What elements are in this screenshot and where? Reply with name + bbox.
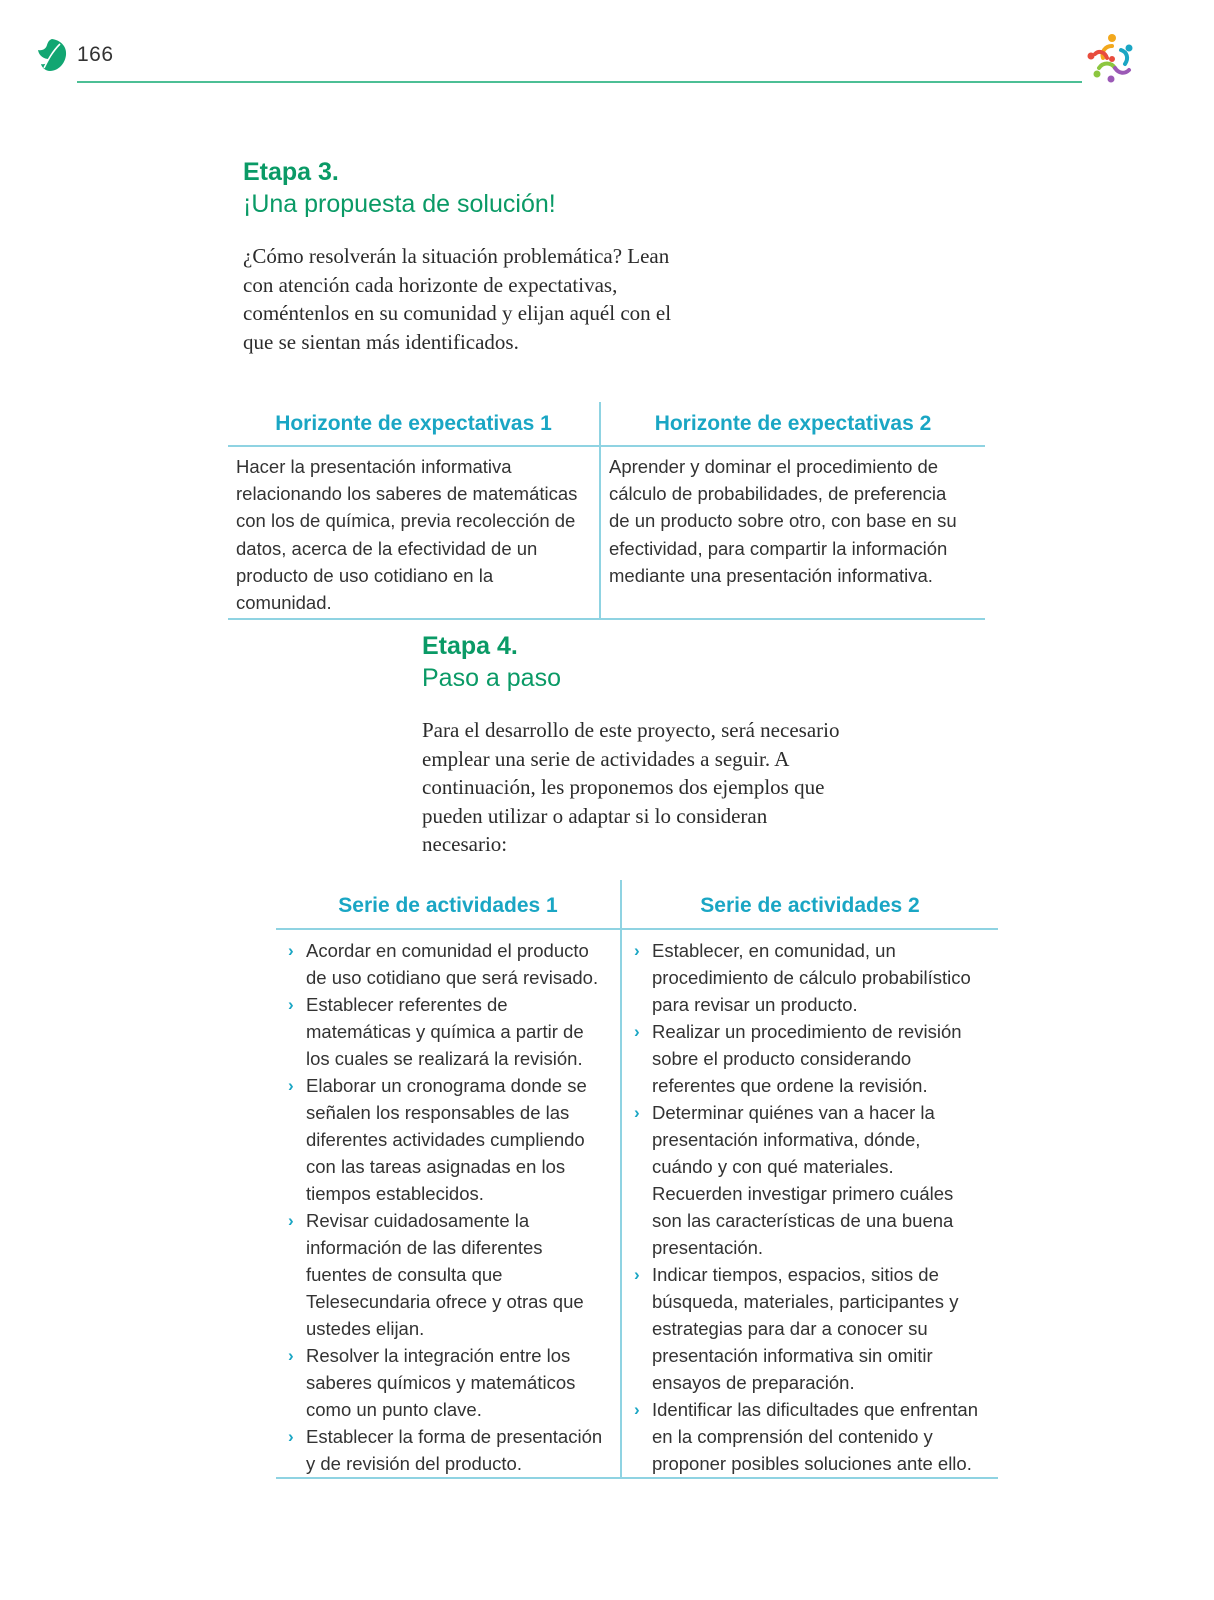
bullet-icon: › bbox=[288, 941, 294, 960]
serie-1-item bbox=[285, 991, 605, 1072]
serie-2-item bbox=[631, 937, 986, 1018]
table-divider bbox=[620, 880, 622, 1478]
serie-1-item bbox=[285, 1072, 605, 1207]
bottom-rule bbox=[276, 1477, 998, 1479]
serie-2-item-text: Indicar tiempos, espacios, sitios de búsqueda, materiales, participantes y estrategias para dar a conocer su presentación informativa sin omitir ensayos de preparación. bbox=[652, 1264, 959, 1393]
bottom-rule bbox=[228, 618, 985, 620]
serie-1-header: Serie de actividades 1 bbox=[338, 894, 558, 917]
etapa3-subtitle: ¡Una propuesta de solución! bbox=[243, 190, 556, 218]
serie-2-item bbox=[631, 1261, 986, 1396]
etapa3-body: ¿Cómo resolverán la situación problemática? Lean con atención cada horizonte de expectativas, coméntenlos en su comunidad y elijan aquél con el que se sientan más identificados. bbox=[243, 244, 672, 354]
horizonte-2-header: Horizonte de expectativas 2 bbox=[654, 412, 932, 435]
bullet-icon: › bbox=[288, 1427, 294, 1446]
serie-1-item bbox=[285, 1342, 605, 1423]
serie-1-item-text: Elaborar un cronograma donde se señalen los responsables de las diferentes actividades cumpliendo con las tareas asignadas en los tiempos establecidos. bbox=[306, 1075, 587, 1204]
serie-2-item bbox=[631, 1018, 986, 1099]
serie-2-item-text: Determinar quiénes van a hacer la presentación informativa, dónde, cuándo y con qué materiales. Recuerden investigar primero cuáles son las características de una buena presentación. bbox=[652, 1102, 954, 1258]
bullet-icon: › bbox=[634, 1265, 640, 1284]
serie-2-item-text: Identificar las dificultades que enfrentan en la comprensión del contenido y proponer posibles soluciones ante ello. bbox=[652, 1399, 979, 1474]
serie-1-item-text: Acordar en comunidad el producto de uso cotidiano que será revisado. bbox=[306, 940, 599, 988]
bullet-icon: › bbox=[288, 1076, 294, 1095]
horizonte-1-text: Hacer la presentación informativa relacionando los saberes de matemáticas con los de química, previa recolección de datos, acerca de la efectividad de un producto de uso cotidiano en la comunidad. bbox=[236, 456, 578, 614]
bullet-icon: › bbox=[288, 995, 294, 1014]
page-header bbox=[0, 0, 1214, 90]
header-rule bbox=[77, 81, 1082, 83]
horizonte-1-header: Horizonte de expectativas 1 bbox=[275, 412, 552, 435]
serie-2-item bbox=[631, 1099, 986, 1261]
horizontes-table bbox=[228, 402, 985, 624]
etapa4-body: Para el desarrollo de este proyecto, será necesario emplear una serie de actividades a seguir. A continuación, les proponemos dos ejemplos que pueden utilizar o adaptar si lo consideran necesario: bbox=[422, 718, 840, 856]
serie-2-item bbox=[631, 1396, 986, 1477]
bullet-icon: › bbox=[288, 1346, 294, 1365]
serie-1-item-text: Establecer la forma de presentación y de revisión del producto. bbox=[306, 1426, 603, 1474]
bullet-icon: › bbox=[288, 1211, 294, 1230]
bullet-icon: › bbox=[634, 1103, 640, 1122]
bullet-icon: › bbox=[634, 941, 640, 960]
community-logo-icon bbox=[1085, 32, 1139, 86]
horizonte-2-text: Aprender y dominar el procedimiento de cálculo de probabilidades, de preferencia de un producto sobre otro, con base en su efectividad, para compartir la información mediante una presentación informativa. bbox=[609, 456, 957, 586]
serie-1-item-text: Establecer referentes de matemáticas y química a partir de los cuales se realizará la revisión. bbox=[306, 994, 584, 1069]
serie-1-item-text: Revisar cuidadosamente la información de las diferentes fuentes de consulta que Telesecundaria ofrece y otras que ustedes elijan. bbox=[306, 1210, 584, 1339]
etapa4-subtitle: Paso a paso bbox=[422, 664, 561, 692]
series-table bbox=[276, 880, 998, 1482]
header-rule bbox=[276, 928, 998, 930]
serie-2-item-text: Establecer, en comunidad, un procedimiento de cálculo probabilístico para revisar un producto. bbox=[652, 940, 971, 1015]
serie-1-item bbox=[285, 1207, 605, 1342]
serie-1-item bbox=[285, 1423, 605, 1477]
page-number: 166 bbox=[77, 43, 114, 66]
bullet-icon: › bbox=[634, 1022, 640, 1041]
serie-2-header: Serie de actividades 2 bbox=[700, 894, 920, 917]
serie-1-item bbox=[285, 937, 605, 991]
serie-1-list bbox=[285, 937, 605, 1477]
etapa4-title: Etapa 4. bbox=[422, 632, 518, 660]
etapa3-title: Etapa 3. bbox=[243, 158, 339, 186]
serie-2-list bbox=[631, 937, 986, 1477]
serie-1-item-text: Resolver la integración entre los saberes químicos y matemáticos como un punto clave. bbox=[306, 1345, 576, 1420]
leaf-icon bbox=[36, 38, 68, 72]
bullet-icon: › bbox=[634, 1400, 640, 1419]
serie-2-item-text: Realizar un procedimiento de revisión sobre el producto considerando referentes que ordene la revisión. bbox=[652, 1021, 962, 1096]
